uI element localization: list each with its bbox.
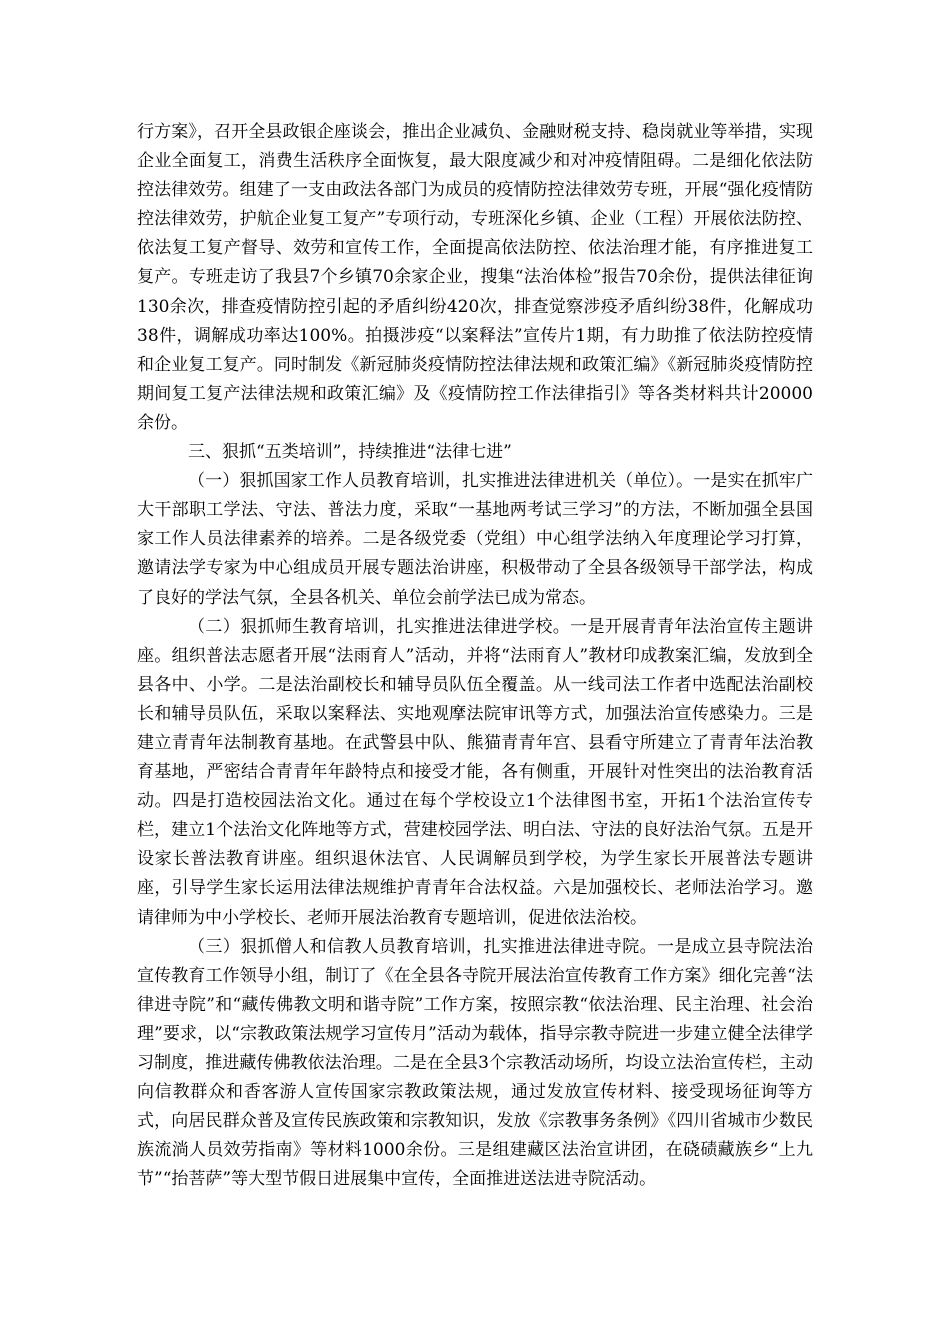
- paragraph-subsection-3: （三）狠抓僧人和信教人员教育培训，扎实推进法律进寺院。一是成立县寺院法治宣传教育工作领导小组，制订了《在全县各寺院开展法治宣传教育工作方案》细化完善“法律进寺院”和“藏传佛教文明和谐寺院”工作方案，按照宗教“依法治理、民主治理、社会治理”要求，以“宗教政策法规学习宣传月”活动为载体，指导宗教寺院进一步建立健全法律学习制度，推进藏传佛教依法治理。二是在全县3个宗教活动场所，均设立法治宣传栏，主动向信教群众和香客游人宣传国家宗教政策法规，通过发放宣传材料、接受现场征询等方式，向居民群众普及宣传民族政策和宗教知识，发放《宗教事务条例》《四川省城市少数民族流淌人员效劳指南》等材料1000余份。三是组建藏区法治宣讲团，在硗碛藏族乡“上九节”“抬菩萨”等大型节假日进展集中宣传，全面推进送法进寺院活动。: [137, 936, 813, 1190]
- paragraph-subsection-2: （二）狠抓师生教育培训，扎实推进法律进学校。一是开展青青年法治宣传主题讲座。组织普法志愿者开展“法雨育人”活动，并将“法雨育人”教材印成教案汇编，发放到全县各中、小学。二是法治副校长和辅导员队伍全覆盖。从一线司法工作者中选配法治副校长和辅导员队伍，采取以案释法、实地观摩法院审讯等方式，加强法治宣传感染力。三是建立青青年法制教育基地。在武警县中队、熊猫青青年宫、县看守所建立了青青年法治教育基地，严密结合青青年年龄特点和接受才能，各有侧重，开展针对性突出的法治教育活动。四是打造校园法治文化。通过在每个学校设立1个法律图书室，开拓1个法治宣传专栏，建立1个法治文化阵地等方式，营建校园学法、明白法、守法的良好法治气氛。五是开设家长普法教育讲座。组织退休法官、人民调解员到学校，为学生家长开展普法专题讲座，引导学生家长运用法律法规维护青青年合法权益。六是加强校长、老师法治学习。邀请律师为中小学校长、老师开展法治教育专题培训，促进依法治校。: [137, 616, 813, 928]
- paragraph-subsection-1: （一）狠抓国家工作人员教育培训，扎实推进法律进机关（单位）。一是实在抓牢广大干部职工学法、守法、普法力度，采取“一基地两考试三学习”的方法，不断加强全县国家工作人员法律素养的培养。二是各级党委（党组）中心组学法纳入年度理论学习打算，邀请法学专家为中心组成员开展专题法治讲座，积极带动了全县各级领导干部学法，构成了良好的学法气氛，全县各机关、单位会前学法已成为常态。: [137, 471, 813, 608]
- paragraph-continuation: 行方案》，召开全县政银企座谈会，推出企业减负、金融财税支持、稳岗就业等举措，实现企业全面复工，消费生活秩序全面恢复，最大限度减少和对冲疫情阻碍。二是细化依法防控法律效劳。组建了一支由政法各部门为成员的疫情防控法律效劳专班，开展“强化疫情防控法律效劳，护航企业复工复产”专项行动，专班深化乡镇、企业（工程）开展依法防控、依法复工复产督导、效劳和宣传工作，全面提高依法防控、依法治理才能，有序推进复工复产。专班走访了我县7个乡镇70余家企业，搜集“法治体检”报告70余份，提供法律征询130余次，排查疫情防控引起的矛盾纠纷420次，排查觉察涉疫矛盾纠纷38件，化解成功38件，调解成功率达100%。拍摄涉疫“以案释法”宣传片1期，有力助推了依法防控疫情和企业复工复产。同时制发《新冠肺炎疫情防控法律法规和政策汇编》《新冠肺炎疫情防控期间复工复产法律法规和政策汇编》及《疫情防控工作法律指引》等各类材料共计20000余份。: [137, 122, 813, 433]
- section-heading: 三、狠抓“五类培训”，持续推进“法律七进”: [188, 442, 512, 463]
- document-body: [137, 118, 813, 1194]
